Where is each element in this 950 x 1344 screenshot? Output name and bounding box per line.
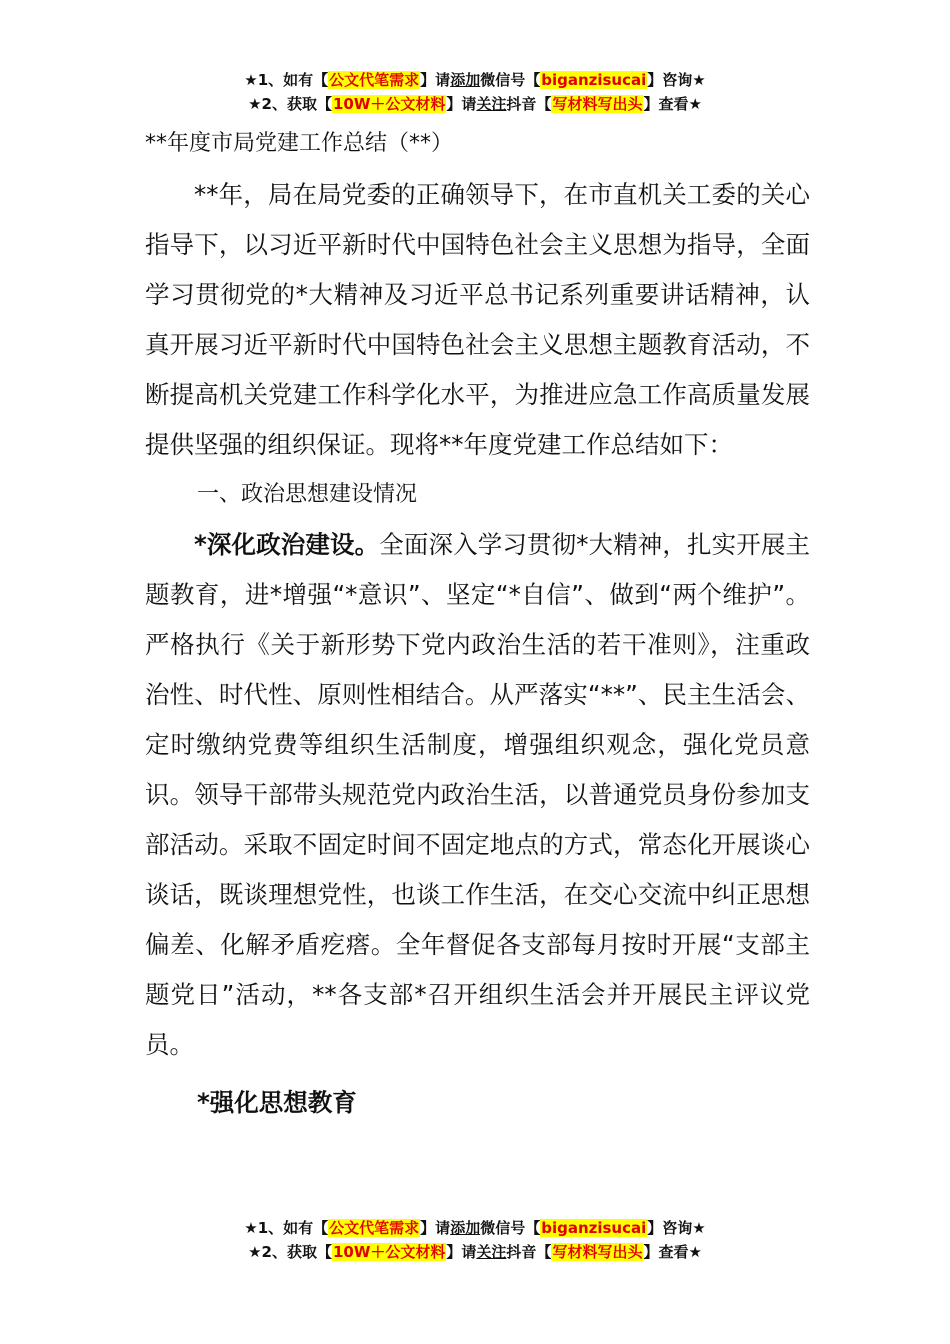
banner-highlight-materials: 10W＋公文材料	[332, 95, 446, 113]
document-title: **年度市局党建工作总结（**）	[145, 131, 454, 156]
section-heading-1: 一、政治思想建设情况	[197, 482, 418, 507]
footer-banner-line-2: ★2、获取【10W＋公文材料】请关注抖音【写材料写出头】查看★	[248, 1243, 702, 1261]
banner-highlight-douyin: 写材料写出头	[552, 95, 643, 113]
item-1-lead: *深化政治建设。	[194, 530, 380, 559]
item-1-paragraph	[145, 520, 810, 1070]
item-2-heading: *强化思想教育	[197, 1088, 357, 1117]
footer-banner	[0, 1216, 950, 1264]
footer-banner-line-1: ★1、如有【公文代笔需求】请添加微信号【biganzisucai】咨询★	[244, 1219, 706, 1237]
intro-paragraph: **年，局在局党委的正确领导下，在市直机关工委的关心指导下，以习近平新时代中国特色社会主义思想为指导，全面学习贯彻党的*大精神及习近平总书记系列重要讲话精神，认真开展习近平新时代中国特色社会主义思想主题教育活动，不断提高机关党建工作科学化水平，为推进应急工作高质量发展提供坚强的组织保证。现将**年度党建工作总结如下：	[145, 180, 810, 459]
banner-highlight-service: 公文代笔需求	[329, 71, 420, 89]
item-1-body: 全面深入学习贯彻*大精神，扎实开展主题教育，进*增强“*意识”、坚定“*自信”、做到“两个维护”。严格执行《关于新形势下党内政治生活的若干准则》，注重政治性、时代性、原则性相结合。从严落实“**”、民主生活会、定时缴纳党费等组织生活制度，增强组织观念，强化党员意识。领导干部带头规范党内政治生活，以普通党员身份参加支部活动。采取不固定时间不固定地点的方式，常态化开展谈心谈话，既谈理想党性，也谈工作生活，在交心交流中纠正思想偏差、化解矛盾疙瘩。全年督促各支部每月按时开展“支部主题党日”活动，**各支部*召开组织生活会并开展民主评议党员。	[145, 530, 811, 1059]
banner-highlight-wechat: biganzisucai	[541, 71, 647, 89]
header-banner	[0, 68, 950, 116]
document-body	[145, 122, 810, 1128]
banner-line-2: ★2、获取【10W＋公文材料】请关注抖音【写材料写出头】查看★	[248, 95, 702, 113]
banner-line-1: ★1、如有【公文代笔需求】请添加微信号【biganzisucai】咨询★	[244, 71, 706, 89]
